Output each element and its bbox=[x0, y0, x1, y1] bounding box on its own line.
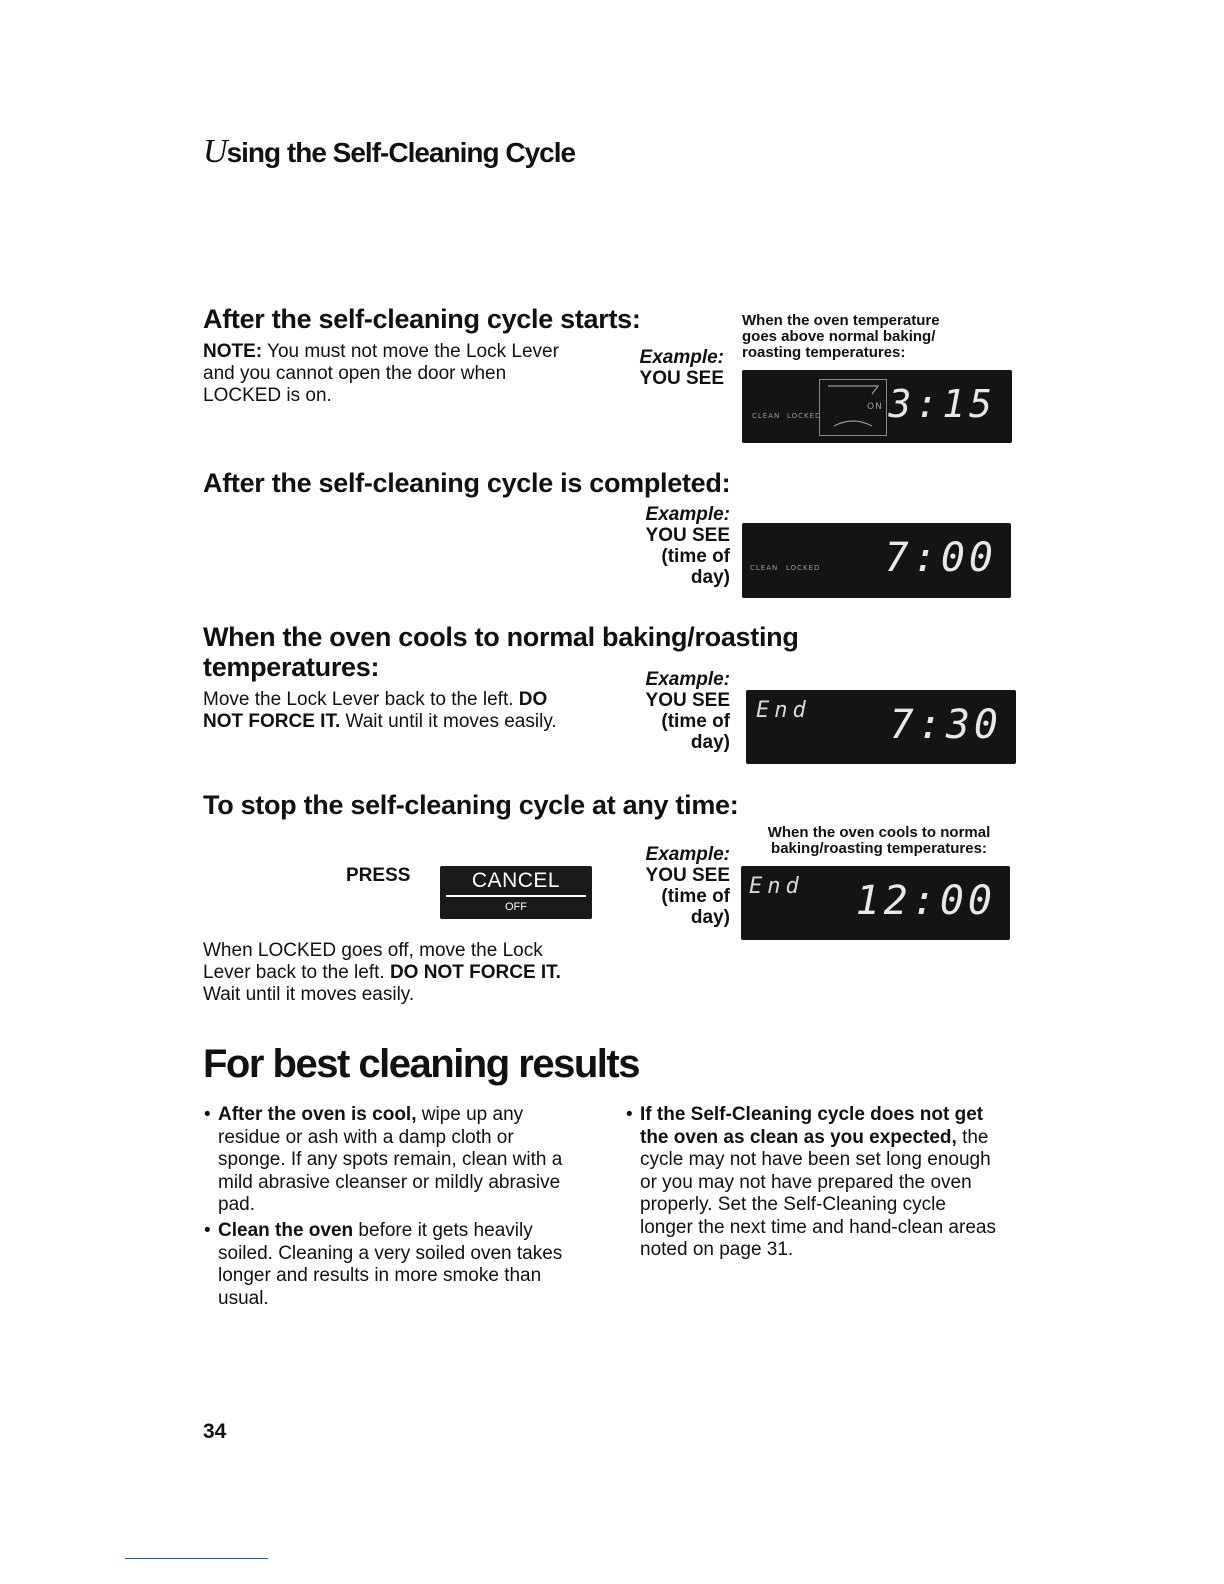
display-cools bbox=[746, 690, 1016, 764]
caption-line3: roasting temperatures: bbox=[742, 344, 906, 361]
bullet2-l1: before it gets heavily bbox=[353, 1220, 533, 1241]
caption-line1: When the oven temperature bbox=[742, 312, 940, 329]
bullet-item-1 bbox=[204, 1104, 618, 1217]
stop-body-l1: When LOCKED goes off, move the Lock bbox=[203, 940, 543, 961]
bullet1-l1: wipe up any bbox=[416, 1104, 524, 1125]
cools-body-l2a: NOT FORCE IT. bbox=[203, 711, 341, 732]
bullet1-l5: pad. bbox=[218, 1194, 255, 1215]
example-label: Example: bbox=[645, 504, 730, 525]
note-line3: LOCKED is on. bbox=[203, 385, 332, 406]
stop-body-l2b: DO NOT FORCE IT. bbox=[389, 962, 561, 983]
cools-body bbox=[203, 689, 623, 733]
bullet3-l3: cycle may not have been set long enough bbox=[640, 1149, 991, 1170]
display-time: 3:15 bbox=[888, 382, 996, 426]
caption-line2: baking/roasting temperatures: bbox=[771, 840, 987, 857]
cools-body-l1b: DO bbox=[518, 689, 548, 710]
cancel-button[interactable] bbox=[440, 866, 592, 919]
day-label: day) bbox=[690, 567, 730, 588]
footer-rule bbox=[125, 1558, 268, 1559]
you-see-label: YOU SEE bbox=[639, 368, 724, 389]
stop-body-l3: Wait until it moves easily. bbox=[203, 984, 415, 1005]
cools-example-label bbox=[612, 669, 730, 753]
note-line1: You must not move the Lock Lever bbox=[262, 341, 559, 362]
display-time: 7:30 bbox=[889, 702, 1002, 748]
display-locked bbox=[742, 370, 1012, 443]
bullet2-bold: Clean the oven bbox=[218, 1220, 354, 1241]
clean-indicator: CLEAN bbox=[752, 412, 781, 420]
you-see-label: YOU SEE bbox=[645, 690, 730, 711]
bullet3-l7: noted on page 31. bbox=[640, 1239, 794, 1260]
example-label: Example: bbox=[639, 347, 724, 368]
bullet-item-3 bbox=[626, 1104, 1020, 1262]
title-initial: U bbox=[203, 133, 227, 170]
cools-heading-line1: When the oven cools to normal baking/roasting bbox=[203, 622, 799, 652]
time-of-label: (time of bbox=[661, 886, 730, 907]
cancel-label: CANCEL bbox=[471, 869, 561, 892]
display-completed bbox=[742, 523, 1011, 598]
bullet1-l2: residue or ash with a damp cloth or bbox=[218, 1126, 514, 1148]
end-indicator: End bbox=[756, 698, 811, 723]
completed-example-label bbox=[612, 504, 730, 588]
you-see-label: YOU SEE bbox=[645, 865, 730, 886]
example-label: Example: bbox=[645, 844, 730, 865]
starts-example-label bbox=[616, 347, 724, 389]
example-label: Example: bbox=[645, 669, 730, 690]
note-label: NOTE: bbox=[203, 341, 263, 362]
best-heading: For best cleaning results bbox=[203, 1042, 639, 1086]
stop-heading: To stop the self-cleaning cycle at any time: bbox=[203, 790, 739, 820]
bullet-icon: • bbox=[204, 1104, 211, 1125]
bullet1-l4: mild abrasive cleanser or mildly abrasive bbox=[218, 1171, 561, 1193]
starts-caption bbox=[742, 313, 1002, 361]
locked-indicator: LOCKED bbox=[786, 564, 821, 572]
bullet-item-2 bbox=[204, 1220, 618, 1310]
locked-indicator: LOCKED bbox=[787, 412, 822, 420]
you-see-label: YOU SEE bbox=[645, 525, 730, 546]
page-title bbox=[203, 133, 575, 171]
display-time: 7:00 bbox=[884, 535, 997, 581]
bullet3-bold1: If the Self-Cleaning cycle does not get bbox=[640, 1104, 984, 1125]
display-time: 12:00 bbox=[855, 878, 996, 924]
completed-heading: After the self-cleaning cycle is completed: bbox=[203, 468, 731, 498]
note-line2: and you cannot open the door when bbox=[203, 363, 507, 384]
time-of-label: (time of bbox=[661, 546, 730, 567]
bullet3-l4: or you may not have prepared the oven bbox=[640, 1171, 972, 1193]
starts-note bbox=[203, 341, 623, 407]
bullet1-l3: sponge. If any spots remain, clean with a bbox=[218, 1149, 563, 1170]
stop-caption bbox=[744, 825, 1014, 857]
display-stop bbox=[741, 866, 1010, 940]
title-rest: sing the Self-Cleaning Cycle bbox=[226, 137, 576, 168]
caption-line2: goes above normal baking/ bbox=[742, 328, 936, 345]
stop-body-l2a: Lever back to the left. bbox=[203, 962, 390, 983]
bullet2-l3: longer and results in more smoke than bbox=[218, 1265, 542, 1286]
bullet3-bold2: the oven as clean as you expected, bbox=[640, 1126, 957, 1148]
stop-body bbox=[203, 940, 623, 1006]
bullet3-l2: the bbox=[956, 1126, 989, 1148]
bullet2-l2: soiled. Cleaning a very soiled oven takes bbox=[218, 1242, 563, 1264]
bullet1-bold: After the oven is cool, bbox=[218, 1104, 417, 1125]
caption-line1: When the oven cools to normal bbox=[767, 824, 991, 841]
bullet-icon: • bbox=[626, 1104, 633, 1125]
on-indicator: ON bbox=[867, 402, 883, 412]
clean-indicator: CLEAN bbox=[750, 564, 779, 572]
page-number: 34 bbox=[203, 1420, 227, 1443]
time-of-label: (time of bbox=[661, 711, 730, 732]
starts-heading: After the self-cleaning cycle starts: bbox=[203, 304, 641, 334]
bullet3-l5: properly. Set the Self-Cleaning cycle bbox=[640, 1194, 946, 1215]
day-label: day) bbox=[690, 907, 730, 928]
cools-heading-line2: temperatures: bbox=[203, 652, 380, 682]
bullet2-l4: usual. bbox=[218, 1287, 269, 1309]
off-label: OFF bbox=[505, 901, 527, 913]
lock-frame bbox=[819, 379, 887, 436]
cools-body-l1a: Move the Lock Lever back to the left. bbox=[203, 689, 519, 710]
stop-example-label bbox=[612, 844, 730, 928]
end-indicator: End bbox=[749, 874, 804, 899]
bullet-icon: • bbox=[204, 1220, 211, 1241]
day-label: day) bbox=[690, 732, 730, 753]
cools-body-l2b: Wait until it moves easily. bbox=[340, 711, 557, 732]
press-label: PRESS bbox=[346, 865, 411, 886]
bullet3-l6: longer the next time and hand-clean areas bbox=[640, 1216, 996, 1238]
